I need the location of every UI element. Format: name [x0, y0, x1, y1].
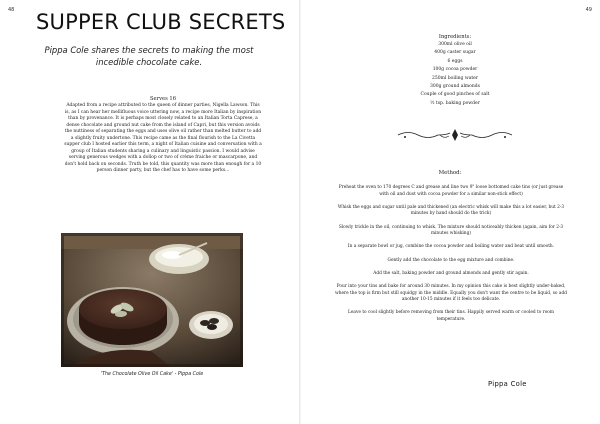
method-steps: [335, 185, 567, 330]
method-step: Pour into your tins and bake for around 30 minutes. In my opinion this cake is best slightly under-baked, where the top is firm but still squidgy in the middle. Equally you don't want the centre to be liquid, so add another 10-15 minutes if it feels too delicate.: [335, 283, 567, 303]
ingredient-item: 250ml boiling water: [432, 75, 478, 81]
article-subtitle: Pippa Cole shares the secrets to making the most incedible chocolate cake.: [44, 45, 254, 67]
author-signature: Pippa Cole: [488, 380, 527, 388]
method-step: Leave to cool slightly before removing from their tins. Happily served warm or cooled to room temperature.: [348, 310, 554, 322]
ingredients-list: [400, 41, 510, 108]
method-step: Preheat the oven to 170 degrees C and grease and line two 9" loose bottomed cake tins (or just grease with oil and dust with cocoa powder for a similar non-stick effect): [338, 185, 564, 197]
method-step: Add the salt, baking powder and ground almonds and gently stir again.: [373, 270, 529, 276]
ingredients-heading: Ingredients:: [438, 34, 472, 40]
photo-caption: 'The Chocolate Olive Oil Cake' - Pippa Cole: [100, 372, 204, 377]
ingredient-item: 300g ground almonds: [430, 84, 480, 90]
ornament-divider-icon: [396, 128, 514, 142]
page-number-right: 49: [585, 7, 592, 13]
ingredient-item: 400g caster sugar: [434, 50, 476, 56]
method-step: Slowly trickle in the oil, continuing to whisk. The mixture should noticeably thicken (again, aim for 2-3 minutes whisking): [338, 224, 564, 237]
ingredient-item: 6 eggs: [447, 58, 463, 64]
cake-photo: [61, 233, 243, 367]
intro-text: Adapted from a recipe attributed to the queen of dinner parties, Nigella Lawson. This is, as I can hear her mellifluous voice uttering now, a recipe more Italian by inspiration than by provenance. It is perhaps most closely related to an Italian Torta Caprese, a dense chocolate and ground nut cake from the island of Capri, but this version avoids the nuttiness of separating the eggs and uses olive oil rather than melted butter to add a slightly fruity undertone. This recipe came as the final flourish to the La Civetta supper club I hosted earlier this term, a night of Italian cuisine and conversation with a group of Italian students sharing a culinary and linguistic passion. I would advise serving generous wedges with a dollop or two of crème fraiche or mascarpone, and don't hold back on seconds. Truth be told, this quantity was more than enough for a 10 person dinner party, but the chef has to have some perks...: [64, 103, 262, 174]
article-title: SUPPER CLUB SECRETS: [36, 10, 286, 34]
method-step: In a separate bowl or jug, combine the cocoa powder and boiling water and beat until smooth.: [347, 244, 555, 250]
method-step: Whisk the eggs and sugar until pale and thickened (an electric whisk will make this a lot easier, but 2-3 minutes by hand should do the trick): [337, 204, 565, 217]
serves-label: Serves 16: [149, 96, 177, 102]
page-number-left: 48: [8, 7, 15, 13]
method-step: Gently add the chocolate to the egg mixture and combine.: [387, 257, 515, 263]
ingredient-item: Couple of good pinches of salt: [420, 92, 490, 98]
page-gutter: [299, 0, 301, 424]
ingredient-item: 300ml olive oil: [438, 42, 472, 47]
method-heading: Method:: [438, 170, 462, 176]
ingredient-item: ½ tsp. baking powder: [430, 100, 480, 106]
cake-photo-image: [61, 233, 243, 367]
ingredient-item: 100g cocoa powder: [432, 67, 478, 73]
